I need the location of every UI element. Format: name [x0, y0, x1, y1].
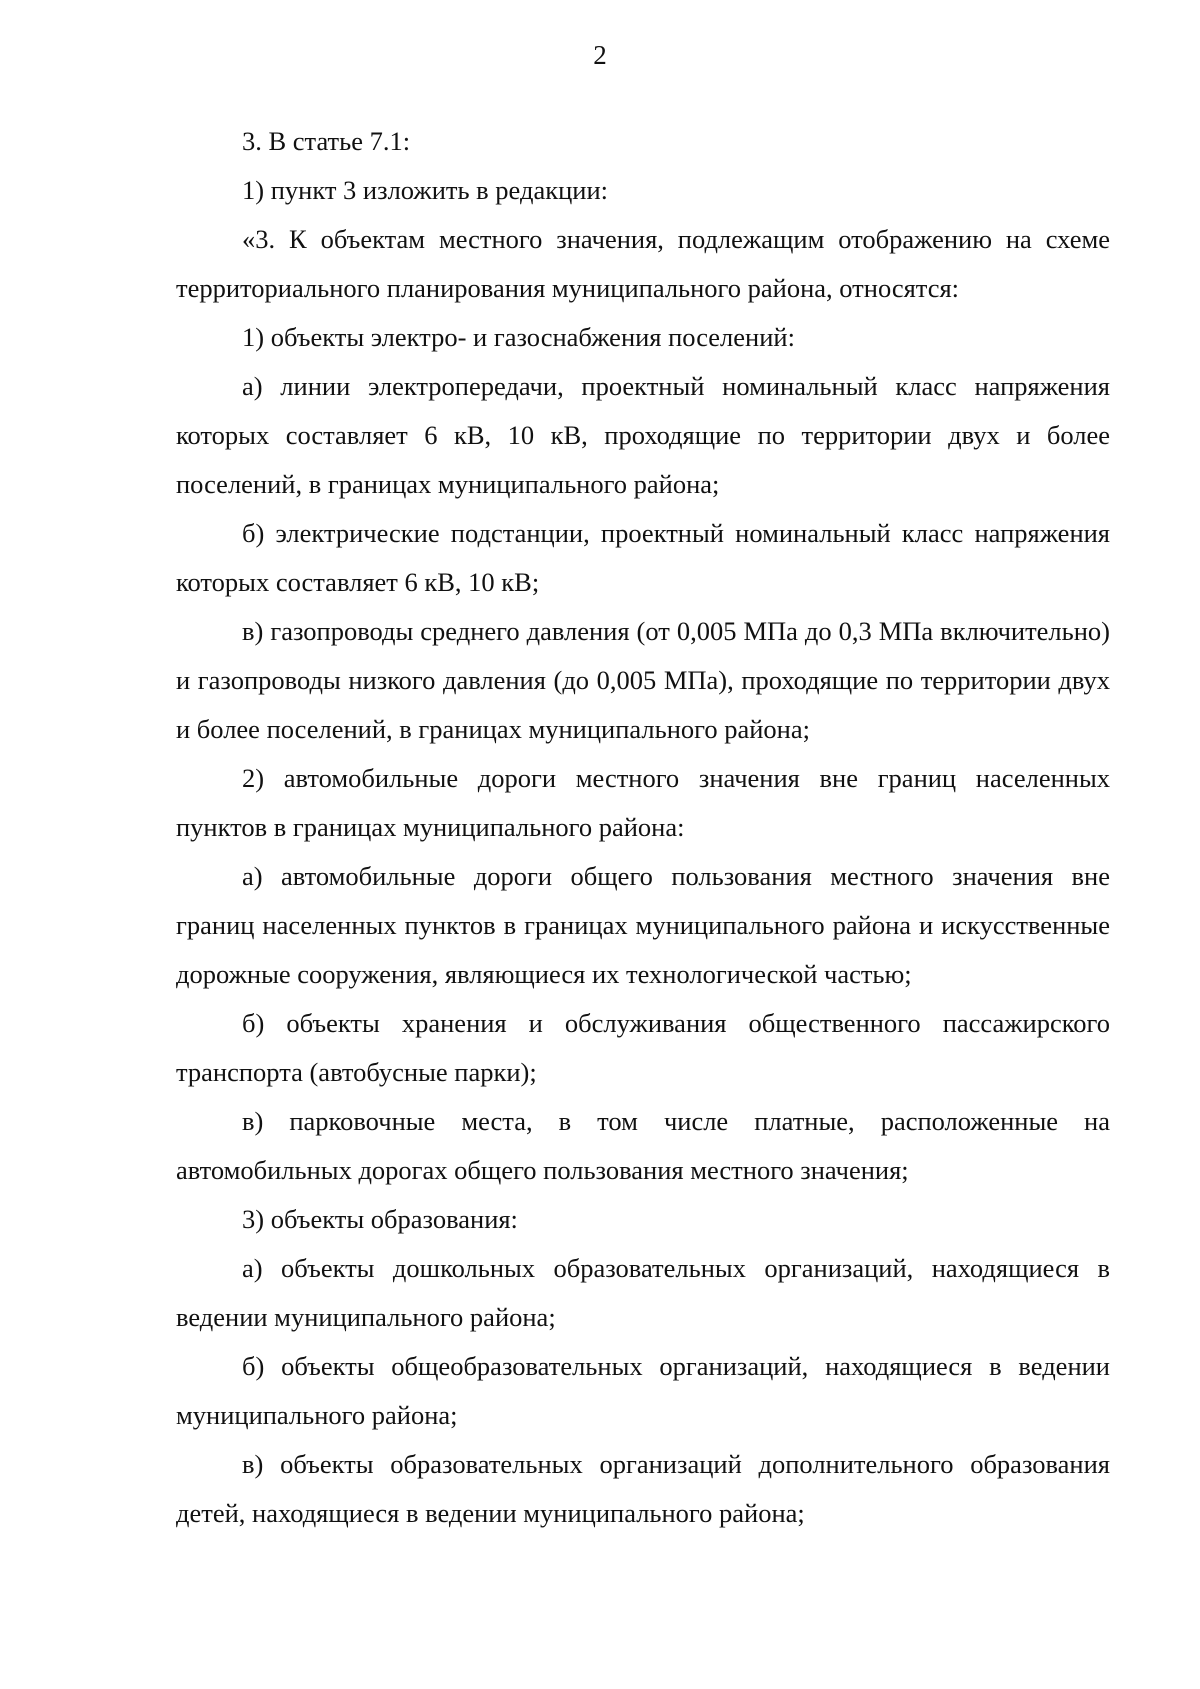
page-number: 2 [593, 40, 607, 70]
paragraph-preschool: а) объекты дошкольных образовательных организаций, находящиеся в ведении муниципального района; [176, 1253, 1110, 1332]
paragraph-energy-objects: 1) объекты электро- и газоснабжения поселений: [242, 322, 795, 352]
paragraph-article-heading: 3. В статье 7.1: [242, 126, 411, 156]
paragraph-parking: в) парковочные места, в том числе платные, расположенные на автомобильных дорогах общего пользования местного значения; [176, 1106, 1110, 1185]
paragraph-general-education: б) объекты общеобразовательных организаций, находящиеся в ведении муниципального района; [176, 1351, 1110, 1430]
paragraph-education-objects: 3) объекты образования: [242, 1204, 518, 1234]
paragraph-public-roads: а) автомобильные дороги общего пользования местного значения вне границ населенных пунктов в границах муниципального района и искусственные дорожные сооружения, являющиеся их технологической частью; [176, 861, 1110, 989]
paragraph-power-lines: а) линии электропередачи, проектный номинальный класс напряжения которых составляет 6 кВ, 10 кВ, проходящие по территории двух и более поселений, в границах муниципального района; [176, 371, 1110, 499]
paragraph-gas-pipelines: в) газопроводы среднего давления (от 0,005 МПа до 0,3 МПа включительно) и газопроводы низкого давления (до 0,005 МПа), проходящие по территории двух и более поселений, в границах муниципального района; [176, 616, 1110, 744]
paragraph-item-1: 1) пункт 3 изложить в редакции: [242, 175, 608, 205]
paragraph-substations: б) электрические подстанции, проектный номинальный класс напряжения которых составляет 6 кВ, 10 кВ; [176, 518, 1110, 597]
document-body [176, 117, 1110, 1538]
paragraph-quoted-point-3: «3. К объектам местного значения, подлежащим отображению на схеме территориального планирования муниципального района, относятся: [176, 224, 1110, 303]
paragraph-additional-education: в) объекты образовательных организаций дополнительного образования детей, находящиеся в ведении муниципального района; [176, 1449, 1110, 1528]
paragraph-roads: 2) автомобильные дороги местного значения вне границ населенных пунктов в границах муниципального района: [176, 763, 1110, 842]
paragraph-bus-depots: б) объекты хранения и обслуживания общественного пассажирского транспорта (автобусные парки); [176, 1008, 1110, 1087]
